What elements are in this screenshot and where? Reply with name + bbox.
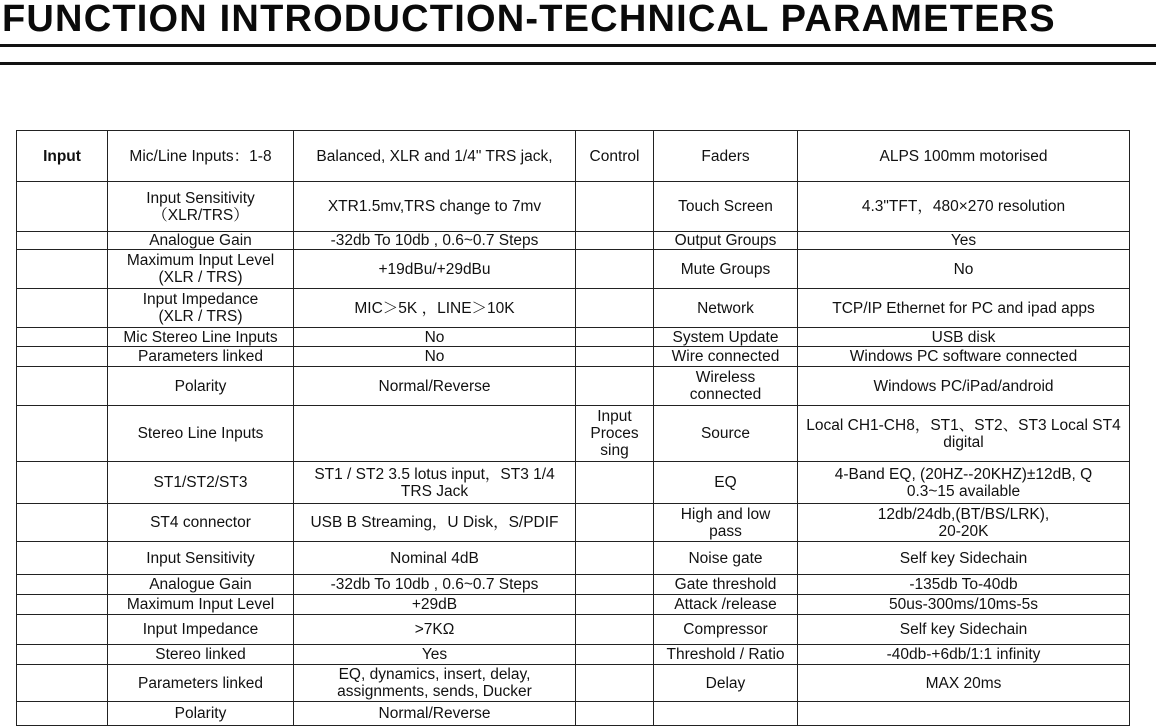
parameter-label: ST4 connector <box>108 504 294 542</box>
parameter-label: Touch Screen <box>654 182 798 232</box>
parameter-value: Windows PC software connected <box>798 347 1130 367</box>
parameter-value: USB B Streaming，U Disk，S/PDIF <box>294 504 576 542</box>
parameter-value: ST1 / ST2 3.5 lotus input，ST3 1/4 TRS Jack <box>294 462 576 504</box>
category-cell <box>576 665 654 702</box>
parameter-label: System Update <box>654 328 798 347</box>
table-row <box>17 462 1130 504</box>
table-row <box>17 645 1130 665</box>
parameter-value: Balanced, XLR and 1/4" TRS jack, <box>294 131 576 182</box>
category-cell <box>17 182 108 232</box>
parameter-value: No <box>294 328 576 347</box>
parameter-label: Wire connected <box>654 347 798 367</box>
category-input: Input <box>17 131 108 182</box>
category-cell <box>17 595 108 615</box>
category-cell <box>17 232 108 250</box>
parameter-label: Attack /release <box>654 595 798 615</box>
parameter-value: XTR1.5mv,TRS change to 7mv <box>294 182 576 232</box>
parameter-value: No <box>798 250 1130 289</box>
parameter-value: +19dBu/+29dBu <box>294 250 576 289</box>
category-cell <box>576 232 654 250</box>
parameter-label: Parameters linked <box>108 347 294 367</box>
table-row <box>17 542 1130 575</box>
category-cell <box>17 367 108 406</box>
parameter-value: -32db To 10db , 0.6~0.7 Steps <box>294 575 576 595</box>
parameter-label: Source <box>654 406 798 462</box>
parameter-value: 4.3"TFT，480×270 resolution <box>798 182 1130 232</box>
parameter-label: Maximum Input Level (XLR / TRS) <box>108 250 294 289</box>
category-cell <box>17 289 108 328</box>
table-row <box>17 367 1130 406</box>
parameter-value: ALPS 100mm motorised <box>798 131 1130 182</box>
category-cell <box>17 575 108 595</box>
parameter-label: Threshold / Ratio <box>654 645 798 665</box>
parameter-value: MIC＞5K ，LINE＞10K <box>294 289 576 328</box>
parameter-label: Stereo Line Inputs <box>108 406 294 462</box>
table-row <box>17 328 1130 347</box>
parameter-value: Windows PC/iPad/android <box>798 367 1130 406</box>
parameter-label: Gate threshold <box>654 575 798 595</box>
category-cell <box>576 504 654 542</box>
page-title: FUNCTION INTRODUCTION-TECHNICAL PARAMETERS <box>2 0 1056 40</box>
parameter-value <box>798 702 1130 726</box>
parameter-value: -40db-+6db/1:1 infinity <box>798 645 1130 665</box>
category-cell <box>17 615 108 645</box>
category-cell <box>17 504 108 542</box>
category-cell <box>576 615 654 645</box>
table-row <box>17 131 1130 182</box>
parameter-label: Input Impedance <box>108 615 294 645</box>
table-row <box>17 406 1130 462</box>
category-control: Control <box>576 131 654 182</box>
parameter-label: Maximum Input Level <box>108 595 294 615</box>
parameter-value: Nominal 4dB <box>294 542 576 575</box>
category-input-processing: Input Proces sing <box>576 406 654 462</box>
parameter-value: No <box>294 347 576 367</box>
parameter-label: ST1/ST2/ST3 <box>108 462 294 504</box>
parameter-label: Polarity <box>108 367 294 406</box>
parameter-value: +29dB <box>294 595 576 615</box>
parameter-label: Wireless connected <box>654 367 798 406</box>
parameter-label: Input Sensitivity <box>108 542 294 575</box>
table-row <box>17 250 1130 289</box>
category-cell <box>576 645 654 665</box>
category-cell <box>576 542 654 575</box>
parameter-value: MAX 20ms <box>798 665 1130 702</box>
parameter-label: Polarity <box>108 702 294 726</box>
table-row <box>17 182 1130 232</box>
category-cell <box>576 328 654 347</box>
category-cell <box>17 250 108 289</box>
table-row <box>17 232 1130 250</box>
category-cell <box>576 367 654 406</box>
category-cell <box>576 575 654 595</box>
table-row <box>17 595 1130 615</box>
parameter-label: Compressor <box>654 615 798 645</box>
parameter-value: Yes <box>798 232 1130 250</box>
parameter-label: Analogue Gain <box>108 575 294 595</box>
category-cell <box>576 347 654 367</box>
category-cell <box>576 250 654 289</box>
parameter-label: Input Impedance (XLR / TRS) <box>108 289 294 328</box>
table-row <box>17 665 1130 702</box>
technical-parameters-table <box>16 130 1130 726</box>
parameter-value: 4-Band EQ, (20HZ--20KHZ)±12dB, Q 0.3~15 available <box>798 462 1130 504</box>
table-row <box>17 347 1130 367</box>
parameter-value: Yes <box>294 645 576 665</box>
category-cell <box>17 665 108 702</box>
parameter-value: TCP/IP Ethernet for PC and ipad apps <box>798 289 1130 328</box>
table-row <box>17 289 1130 328</box>
category-cell <box>17 645 108 665</box>
category-cell <box>17 328 108 347</box>
parameter-label: Mic Stereo Line Inputs <box>108 328 294 347</box>
parameter-value: Self key Sidechain <box>798 615 1130 645</box>
category-cell <box>576 462 654 504</box>
parameter-value: Self key Sidechain <box>798 542 1130 575</box>
parameter-value <box>294 406 576 462</box>
parameter-label: Analogue Gain <box>108 232 294 250</box>
parameter-label: Stereo linked <box>108 645 294 665</box>
parameter-label: Network <box>654 289 798 328</box>
category-cell <box>17 702 108 726</box>
parameter-label: High and low pass <box>654 504 798 542</box>
category-cell <box>576 289 654 328</box>
category-cell <box>17 462 108 504</box>
parameter-value: EQ, dynamics, insert, delay, assignments, sends, Ducker <box>294 665 576 702</box>
parameter-label: Input Sensitivity （XLR/TRS） <box>108 182 294 232</box>
parameter-value: 12db/24db,(BT/BS/LRK), 20-20K <box>798 504 1130 542</box>
category-cell <box>576 595 654 615</box>
title-underline <box>0 44 1156 47</box>
parameter-label: Delay <box>654 665 798 702</box>
table-row <box>17 702 1130 726</box>
parameter-value: -32db To 10db , 0.6~0.7 Steps <box>294 232 576 250</box>
parameter-value: Local CH1-CH8，ST1、ST2、ST3 Local ST4 digital <box>798 406 1130 462</box>
parameter-value: USB disk <box>798 328 1130 347</box>
parameter-label: Output Groups <box>654 232 798 250</box>
title-underline-lower <box>0 62 1156 65</box>
parameter-value: 50us-300ms/10ms-5s <box>798 595 1130 615</box>
category-cell <box>576 182 654 232</box>
parameter-label: EQ <box>654 462 798 504</box>
parameter-label: Mic/Line Inputs：1-8 <box>108 131 294 182</box>
category-cell <box>17 406 108 462</box>
parameter-value: -135db To-40db <box>798 575 1130 595</box>
parameter-label: Noise gate <box>654 542 798 575</box>
category-cell <box>17 347 108 367</box>
parameter-value: >7KΩ <box>294 615 576 645</box>
category-cell <box>576 702 654 726</box>
parameter-label: Faders <box>654 131 798 182</box>
category-cell <box>17 542 108 575</box>
table-row <box>17 504 1130 542</box>
parameter-value: Normal/Reverse <box>294 367 576 406</box>
parameter-label: Parameters linked <box>108 665 294 702</box>
table-row <box>17 615 1130 645</box>
parameter-label <box>654 702 798 726</box>
parameter-value: Normal/Reverse <box>294 702 576 726</box>
parameter-label: Mute Groups <box>654 250 798 289</box>
table-row <box>17 575 1130 595</box>
